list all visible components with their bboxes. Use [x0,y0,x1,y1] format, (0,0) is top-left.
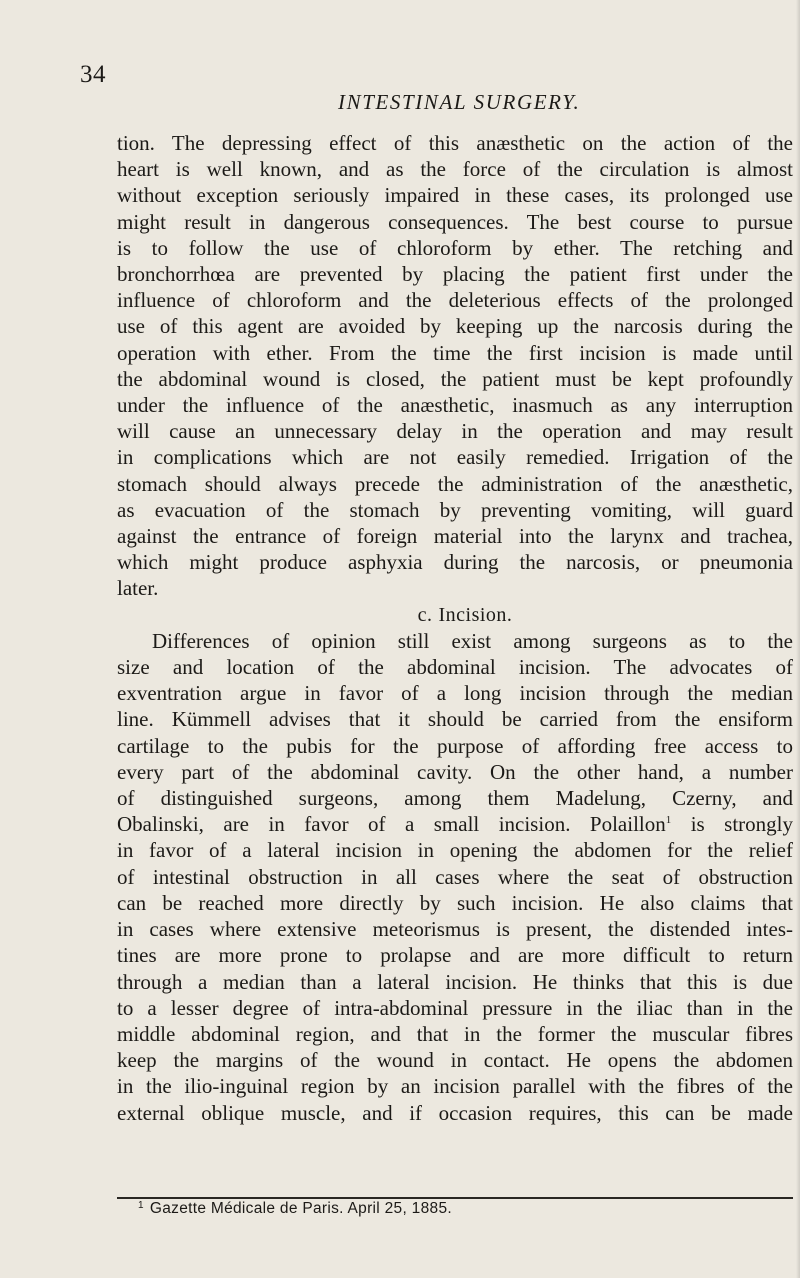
text-line: external oblique muscle, and if occasion requires, this can be made [117,1100,793,1125]
text-line: in complications which are not easily remedied. Irrigation of the [117,445,793,470]
text-line: in the ilio-inguinal region by an incision parallel with the fibres of the [117,1074,793,1099]
text-line-with-footnote [117,811,793,837]
text-line: size and location of the abdominal incision. The advocates of [117,655,793,680]
text-line: cartilage to the pubis for the purpose of affording free access to [117,733,793,758]
footnote-marker: 1 [138,1200,144,1211]
text-line: as evacuation of the stomach by preventing vomiting, will guard [117,497,793,522]
footnote-text: Gazette Médicale de Paris. April 25, 1885. [149,1200,452,1217]
text-line: without exception seriously impaired in these cases, its prolonged use [117,183,793,208]
footnote-divider [117,1197,793,1199]
text-line: bronchorrhœa are prevented by placing the patient first under the [117,262,793,287]
footnote [138,1200,452,1219]
text-line: will cause an unnecessary delay in the operation and may result [117,419,793,444]
page-edge-shadow [796,0,800,1278]
text-line: heart is well known, and as the force of the circulation is almost [117,157,793,182]
line-text: is strongly [671,812,793,837]
text-line: stomach should always precede the administration of the anæsthetic, [117,471,793,496]
text-line: every part of the abdominal cavity. On the other hand, a number [117,759,793,784]
body-text [117,130,793,1126]
footnote-reference: 1 [665,814,672,827]
text-line: keep the margins of the wound in contact. He opens the abdomen [117,1048,793,1073]
text-line: in cases where extensive meteorismus is present, the distended intes- [117,917,793,942]
text-line: influence of chloroform and the deleterious effects of the prolonged [117,288,793,313]
section-heading: c. Incision. [417,603,513,626]
page-number: 34 [80,61,106,88]
text-line: against the entrance of foreign material into the larynx and trachea, [117,524,793,549]
text-line: operation with ether. From the time the first incision is made until [117,340,793,365]
text-line: later. [117,576,159,601]
text-line: in favor of a lateral incision in opening the abdomen for the relief [117,838,793,863]
text-line: exventration argue in favor of a long incision through the median [117,681,793,706]
text-line: of distinguished surgeons, among them Madelung, Czerny, and [117,786,793,811]
running-title: INTESTINAL SURGERY. [338,90,581,114]
text-line: which might produce asphyxia during the narcosis, or pneumonia [117,550,793,575]
text-line: might result in dangerous consequences. The best course to pursue [117,209,793,234]
text-line: the abdominal wound is closed, the patient must be kept profoundly [117,366,793,391]
text-line: through a median than a lateral incision. He thinks that this is due [117,969,793,994]
line-text: Obalinski, are in favor of a small incision. Polaillon [117,812,666,837]
text-line: can be reached more directly by such incision. He also claims that [117,890,793,915]
text-line: tion. The depressing effect of this anæsthetic on the action of the [117,131,793,155]
text-line: line. Kümmell advises that it should be carried from the ensiform [117,707,793,732]
text-line: use of this agent are avoided by keeping up the narcosis during the [117,314,793,339]
text-line: of intestinal obstruction in all cases where the seat of obstruction [117,864,793,889]
text-line: tines are more prone to prolapse and are more difficult to return [117,943,793,968]
text-line: to a lesser degree of intra-abdominal pressure in the iliac than in the [117,995,793,1020]
text-line: under the influence of the anæsthetic, inasmuch as any interruption [117,393,793,418]
text-line: middle abdominal region, and that in the former the muscular fibres [117,1021,793,1046]
text-line: is to follow the use of chloroform by ether. The retching and [117,235,793,260]
text-line: Differences of opinion still exist among surgeons as to the [152,628,793,653]
